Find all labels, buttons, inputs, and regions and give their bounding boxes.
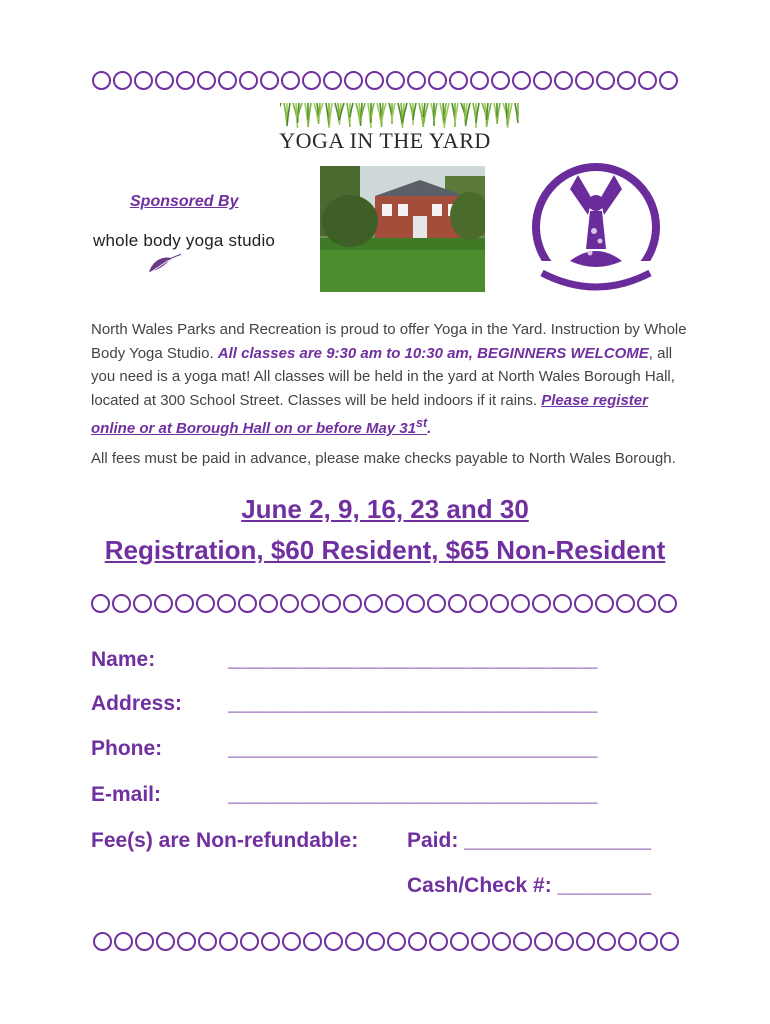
circle-ornament [155,71,174,90]
class-dates-text: June 2, 9, 16, 23 and 30 [241,494,529,524]
circle-ornament [134,71,153,90]
email-field-line[interactable]: _________________________________ [228,783,597,806]
circle-ornament [176,71,195,90]
circle-ornament [240,932,259,951]
page-title: YOGA IN THE YARD [279,128,491,153]
circle-ornament [513,932,532,951]
leaf-logo-icon [145,252,185,278]
intro-paragraph [91,318,691,441]
sponsored-by-label: Sponsored By [130,193,239,210]
circle-ornament [239,71,258,90]
circle-ornament [660,932,679,951]
circle-ornament [177,932,196,951]
circle-ornament [156,932,175,951]
cash-check-field[interactable]: Cash/Check #: ________ [407,874,651,897]
register-deadline-sup: st [416,416,428,430]
intro-text-1: North Wales Parks and Recreation is proud to offer Yoga in the Yard. Instruction by Whole Body Yoga Studio. [91,321,687,362]
circle-ornament [638,71,657,90]
circle-ornament [618,932,637,951]
circle-ornament [470,71,489,90]
circle-ornament [303,932,322,951]
name-field-line[interactable]: _________________________________ [228,648,597,671]
circle-ornament [554,71,573,90]
address-field-line[interactable]: _________________________________ [228,692,597,715]
circle-ornament [553,594,572,613]
circle-ornament [408,932,427,951]
circle-ornament [428,71,447,90]
circle-ornament [219,932,238,951]
circle-ornament [324,932,343,951]
circle-ornament [364,594,383,613]
circle-ornament [281,71,300,90]
circle-ornament [135,932,154,951]
circle-ornament [639,932,658,951]
phone-field-line[interactable]: _________________________________ [228,737,597,760]
yoga-pose-logo-icon [530,161,662,293]
circle-ornament [345,932,364,951]
circle-ornament [616,594,635,613]
class-dates [0,494,770,525]
circle-ornament [617,71,636,90]
circle-ornament [407,71,426,90]
circle-ornament [576,932,595,951]
circle-ornament [574,594,593,613]
paid-field[interactable]: Paid: ________________ [407,829,652,852]
circle-ornament [343,594,362,613]
circle-ornament [196,594,215,613]
fees-note: All fees must be paid in advance, please make checks payable to North Wales Borough. [91,450,676,467]
middle-circle-border [91,594,679,613]
circle-ornament [637,594,656,613]
circle-ornament [450,932,469,951]
circle-ornament [175,594,194,613]
grass-banner-icon [280,103,522,129]
circle-ornament [301,594,320,613]
circle-ornament [490,594,509,613]
circle-ornament [658,594,677,613]
intro-schedule-text: All classes are 9:30 am to 10:30 am, BEGINNERS WELCOME [217,344,649,362]
circle-ornament [218,71,237,90]
circle-ornament [282,932,301,951]
circle-ornament [386,71,405,90]
circle-ornament [197,71,216,90]
circle-ornament [322,594,341,613]
circle-ornament [323,71,342,90]
circle-ornament [198,932,217,951]
circle-ornament [260,71,279,90]
circle-ornament [555,932,574,951]
intro-period: . [427,420,432,437]
address-label: Address: [91,692,183,715]
circle-ornament [532,594,551,613]
house-photo [320,166,485,292]
circle-ornament [217,594,236,613]
circle-ornament [471,932,490,951]
circle-ornament [534,932,553,951]
phone-label: Phone: [91,737,163,760]
circle-ornament [154,594,173,613]
circle-ornament [449,71,468,90]
registration-fees [0,535,770,566]
circle-ornament [492,932,511,951]
studio-name-logo: whole body yoga studio [93,231,276,250]
registration-fees-text: Registration, $60 Resident, $65 Non-Resident [104,535,666,565]
circle-ornament [429,932,448,951]
circle-ornament [512,71,531,90]
circle-ornament [261,932,280,951]
name-label: Name: [91,648,156,671]
intro-text-3: , all you need is a yoga mat! All classes will be held in the yard at North Wales Borough Hall, located at 300 School Street. Classes will be held indoors if it rains. [91,344,675,409]
top-circle-border [92,71,680,90]
circle-ornament [427,594,446,613]
circle-ornament [112,594,131,613]
circle-ornament [469,594,488,613]
circle-ornament [385,594,404,613]
circle-ornament [280,594,299,613]
circle-ornament [511,594,530,613]
circle-ornament [92,71,111,90]
circle-ornament [365,71,384,90]
circle-ornament [93,932,112,951]
bottom-circle-border [93,932,681,951]
circle-ornament [596,71,615,90]
circle-ornament [91,594,110,613]
circle-ornament [448,594,467,613]
circle-ornament [491,71,510,90]
email-label: E-mail: [91,783,162,806]
circle-ornament [387,932,406,951]
circle-ornament [597,932,616,951]
circle-ornament [238,594,257,613]
circle-ornament [366,932,385,951]
circle-ornament [133,594,152,613]
nonrefundable-note: Fee(s) are Non-refundable: [91,829,359,852]
circle-ornament [659,71,678,90]
circle-ornament [259,594,278,613]
circle-ornament [595,594,614,613]
circle-ornament [406,594,425,613]
circle-ornament [114,932,133,951]
circle-ornament [113,71,132,90]
circle-ornament [302,71,321,90]
circle-ornament [575,71,594,90]
register-deadline-main: Please register online or at Borough Hall on or before May 31 [91,391,648,437]
circle-ornament [344,71,363,90]
circle-ornament [533,71,552,90]
